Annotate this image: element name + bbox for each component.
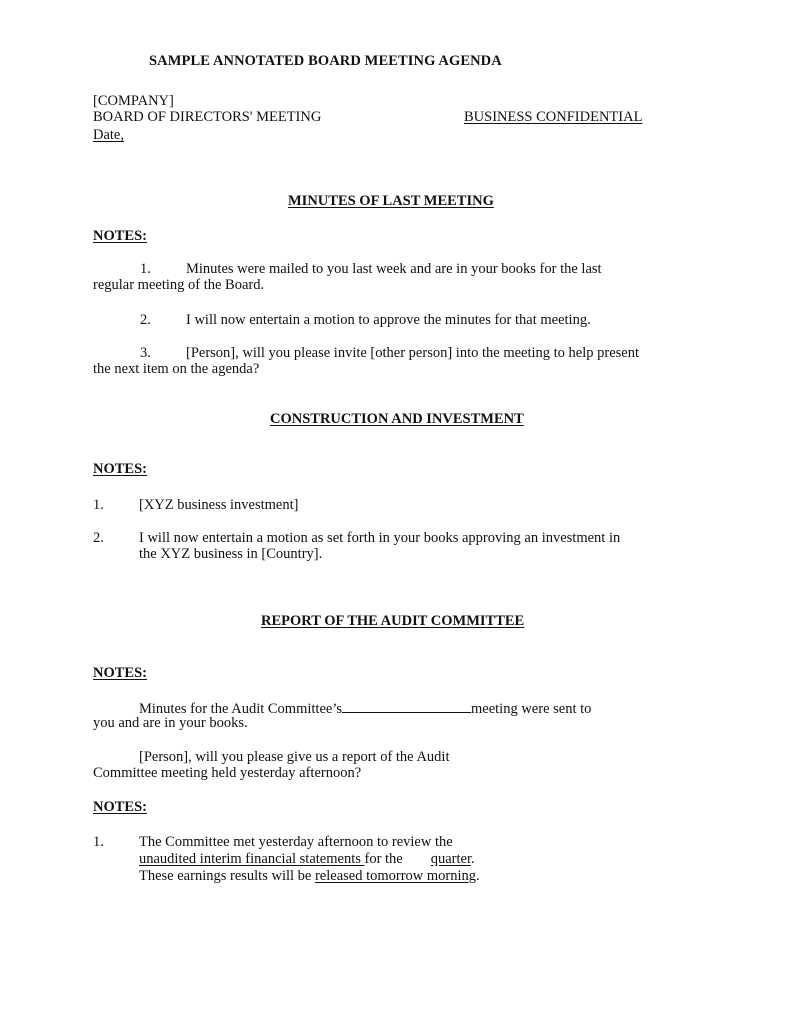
- paragraph-text-cont: Committee meeting held yesterday afternoon?: [93, 765, 362, 781]
- section-heading-minutes: MINUTES OF LAST MEETING: [288, 193, 494, 209]
- text: for the: [364, 851, 403, 867]
- list-number: 1.: [93, 834, 104, 850]
- list-item-text-cont: regular meeting of the Board.: [93, 277, 265, 293]
- quarter-blank: quarter: [430, 851, 472, 867]
- notes-label: NOTES:: [93, 665, 147, 681]
- notes-label: NOTES:: [93, 228, 147, 244]
- paragraph-text: Minutes for the Audit Committee’s: [139, 701, 342, 717]
- list-item-text: I will now entertain a motion to approve the minutes for that meeting.: [186, 312, 591, 328]
- list-item-text: The Committee met yesterday afternoon to review the: [139, 834, 453, 850]
- meeting-name: BOARD OF DIRECTORS' MEETING: [93, 109, 322, 125]
- underlined-phrase: unaudited interim financial statements: [139, 851, 365, 867]
- paragraph-text: [Person], will you please give us a report of the Audit: [139, 749, 450, 765]
- text: These earnings results will be: [139, 868, 315, 884]
- list-item-text: Minutes were mailed to you last week and are in your books for the last: [186, 261, 602, 277]
- list-item-text-cont: [139, 868, 480, 884]
- document-title: SAMPLE ANNOTATED BOARD MEETING AGENDA: [149, 53, 502, 69]
- company-placeholder: [COMPANY]: [93, 93, 174, 109]
- underlined-phrase: released tomorrow morning: [314, 868, 477, 884]
- list-item-text-cont: the next item on the agenda?: [93, 361, 260, 377]
- list-number: 2.: [140, 312, 151, 328]
- paragraph-text: meeting were sent to: [471, 701, 592, 717]
- notes-label: NOTES:: [93, 799, 147, 815]
- fill-in-blank: [342, 699, 471, 713]
- confidential-label: BUSINESS CONFIDENTIAL: [464, 109, 643, 125]
- date-field: Date,: [93, 127, 124, 143]
- section-heading-construction: CONSTRUCTION AND INVESTMENT: [270, 411, 524, 427]
- list-number: 1.: [93, 497, 104, 513]
- list-number: 2.: [93, 530, 104, 546]
- notes-label: NOTES:: [93, 461, 147, 477]
- paragraph-text-cont: you and are in your books.: [93, 715, 248, 731]
- list-item-text: [XYZ business investment]: [139, 497, 299, 513]
- list-item-text-cont: the XYZ business in [Country].: [139, 546, 323, 562]
- list-number: 3.: [140, 345, 151, 361]
- list-item-text-cont: [139, 851, 475, 867]
- list-item-text: [Person], will you please invite [other person] into the meeting to help present: [186, 345, 640, 361]
- list-number: 1.: [140, 261, 151, 277]
- list-item-text: I will now entertain a motion as set forth in your books approving an investment in: [139, 530, 621, 546]
- section-heading-audit: REPORT OF THE AUDIT COMMITTEE: [261, 613, 525, 629]
- text: .: [476, 868, 480, 884]
- text: .: [471, 851, 475, 867]
